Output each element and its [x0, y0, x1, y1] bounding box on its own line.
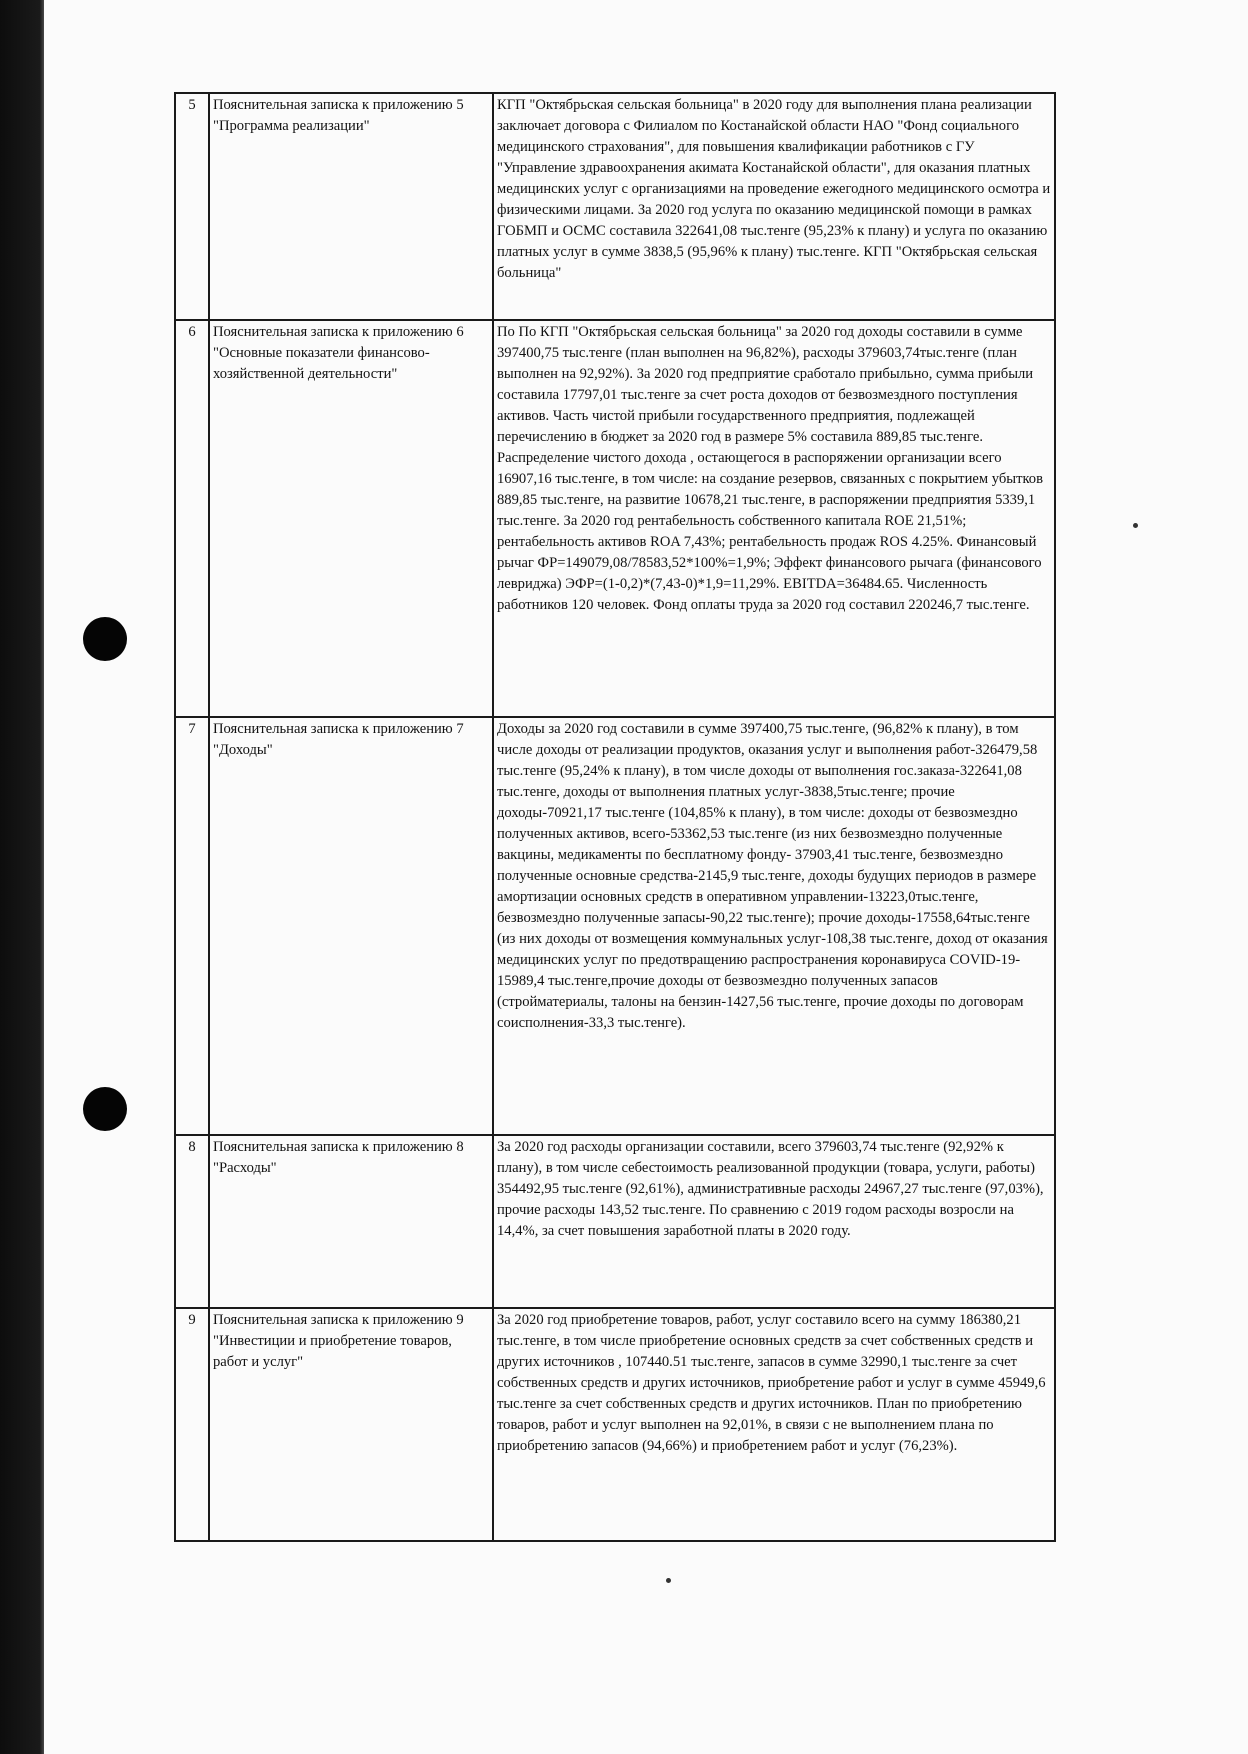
explanatory-notes-table: [174, 92, 1056, 1542]
note-text: Доходы за 2020 год составили в сумме 397400,75 тыс.тенге, (96,82% к плану), в том числе доходы от реализации продуктов, оказания услуг и выполнения работ-326479,58 тыс.тенге (95,24% к плану), в том числе доходы от выполнения гос.заказа-322641,08 тыс.тенге, доходы от выполнения платных услуг-3838,5тыс.тенге; прочие доходы-70921,17 тыс.тенге (104,85% к плану), в том числе: доходы от безвозмездно полученных активов, всего-53362,53 тыс.тенге (из них безвозмездно полученные вакцины, медикаменты по бесплатному фонду- 37903,41 тыс.тенге, безвозмездно полученные основные средства-2145,9 тыс.тенге, доходы будущих периодов в размере амортизации основных средств в оперативном управлении-13223,0тыс.тенге, безвозмездно полученные запасы-90,22 тыс.тенге); прочие доходы-17558,64тыс.тенге (из них доходы от возмещения коммунальных услуг-108,38 тыс.тенге, доход от оказания медицинских услуг по предотвращению распространения коронавируса COVID-19-15989,4 тыс.тенге,прочие доходы от безвозмездно полученных запасов (стройматериалы, талоны на бензин-1427,56 тыс.тенге, прочие доходы по договорам соисполнения-33,3 тыс.тенге).: [493, 717, 1055, 1135]
scan-speck: [1133, 523, 1138, 528]
scan-speck: [666, 1578, 671, 1583]
table-row: [175, 1308, 1055, 1541]
document-title: Пояснительная записка к приложению 7 "Доходы": [209, 717, 493, 1135]
table-row: [175, 717, 1055, 1135]
punch-hole-bottom: [83, 1087, 127, 1131]
punch-hole-top: [83, 617, 127, 661]
row-number: 8: [175, 1135, 209, 1308]
row-number: 7: [175, 717, 209, 1135]
document-title: Пояснительная записка к приложению 8 "Расходы": [209, 1135, 493, 1308]
table-row: [175, 1135, 1055, 1308]
table-row: [175, 320, 1055, 717]
scan-edge: [0, 0, 44, 1754]
row-number: 5: [175, 93, 209, 320]
note-text: За 2020 год расходы организации составили, всего 379603,74 тыс.тенге (92,92% к плану), в том числе себестоимость реализованной продукции (товара, услуги, работы) 354492,95 тыс.тенге (92,61%), административные расходы 24967,27 тыс.тенге (97,03%), прочие расходы 143,52 тыс.тенге. По сравнению с 2019 годом расходы возросли на 14,4%, за счет повышения заработной платы в 2020 году.: [493, 1135, 1055, 1308]
note-text: По По КГП "Октябрьская сельская больница" за 2020 год доходы составили в сумме 397400,75 тыс.тенге (план выполнен на 96,82%), расходы 379603,74тыс.тенге (план выполнен на 92,92%). За 2020 год предприятие сработало прибыльно, сумма прибыли составила 17797,01 тыс.тенге за счет роста доходов от безвозмездного поступления активов. Часть чистой прибыли государственного предприятия, подлежащей перечислению в бюджет за 2020 год в размере 5% составила 889,85 тыс.тенге. Распределение чистого дохода , остающегося в распоряжении организации всего 16907,16 тыс.тенге, в том числе: на создание резервов, связанных с покрытием убытков 889,85 тыс.тенге, на развитие 10678,21 тыс.тенге, в распоряжении предприятия 5339,1 тыс.тенге. За 2020 год рентабельность собственного капитала ROE 21,51%; рентабельность активов ROA 7,43%; рентабельность продаж ROS 4.25%. Финансовый рычаг ФР=149079,08/78583,52*100%=1,9%; Эффект финансового рычага (финансового левриджа) ЭФР=(1-0,2)*(7,43-0)*1,9=11,29%. EBITDA=36484.65. Численность работников 120 человек. Фонд оплаты труда за 2020 год составил 220246,7 тыс.тенге.: [493, 320, 1055, 717]
note-text: КГП "Октябрьская сельская больница" в 2020 году для выполнения плана реализации заключает договора с Филиалом по Костанайской области НАО "Фонд социального медицинского страхования", для повышения квалификации работников с ГУ "Управление здравоохранения акимата Костанайской области", для оказания платных медицинских услуг с организациями на проведение ежегодного медицинского осмотра и физическими лицами. За 2020 год услуга по оказанию медицинской помощи в рамках ГОБМП и ОСМС составила 322641,08 тыс.тенге (95,23% к плану) и услуга по оказанию платных услуг в сумме 3838,5 (95,96% к плану) тыс.тенге. КГП "Октябрьская сельская больница": [493, 93, 1055, 320]
document-title: Пояснительная записка к приложению 9 "Инвестиции и приобретение товаров, работ и услуг": [209, 1308, 493, 1541]
table-row: [175, 93, 1055, 320]
document-title: Пояснительная записка к приложению 5 "Программа реализации": [209, 93, 493, 320]
row-number: 6: [175, 320, 209, 717]
note-text: За 2020 год приобретение товаров, работ, услуг составило всего на сумму 186380,21 тыс.тенге, в том числе приобретение основных средств за счет собственных средств и других источников , 107440.51 тыс.тенге, запасов в сумме 32990,1 тыс.тенге за счет собственных средств и других источников, приобретение работ и услуг в сумме 45949,6 тыс.тенге за счет собственных средств и других источников. План по приобретению товаров, работ и услуг выполнен на 92,01%, в связи с не выполнением плана по приобретению запасов (94,66%) и приобретением работ и услуг (76,23%).: [493, 1308, 1055, 1541]
document-title: Пояснительная записка к приложению 6 "Основные показатели финансово-хозяйственной деятельности": [209, 320, 493, 717]
row-number: 9: [175, 1308, 209, 1541]
